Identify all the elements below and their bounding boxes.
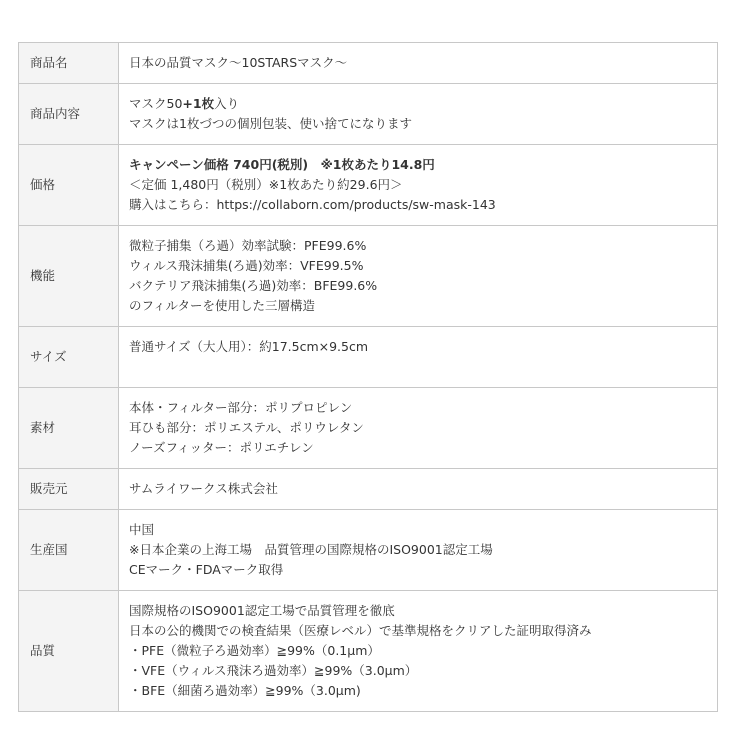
table-row-function: [19, 226, 718, 327]
value-line: 日本の品質マスク〜10STARSマスク〜: [129, 55, 348, 70]
table-row-country: [19, 510, 718, 591]
value-line: 日本の公的機関での検査結果（医療レベル）で基準規格をクリアした証明取得済み: [129, 623, 592, 638]
row-label: 販売元: [19, 469, 119, 510]
value-line: 普通サイズ（大人用）：約17.5cm×9.5cm: [129, 339, 369, 354]
table-row-contents: [19, 84, 718, 145]
value-line: マスクは1枚づつの個別包装、使い捨てになります: [129, 116, 412, 131]
value-line: ウィルス飛沫捕集(ろ過)効率：VFE99.5%: [129, 258, 364, 273]
row-value: [119, 388, 718, 469]
row-label: 品質: [19, 591, 119, 712]
value-line: 本体・フィルター部分：ポリプロピレン: [129, 400, 353, 415]
row-value: [119, 591, 718, 712]
product-spec-table: [18, 42, 718, 712]
value-line: ※日本企業の上海工場 品質管理の国際規格のISO9001認定工場: [129, 542, 493, 557]
value-line: サムライワークス株式会社: [129, 481, 278, 496]
value-line: [129, 155, 711, 175]
value-line: 中国: [129, 522, 155, 537]
row-label: 価格: [19, 145, 119, 226]
value-line: ・PFE（微粒子ろ過効率）≧99%（0.1μm）: [129, 643, 380, 658]
table-row-material: [19, 388, 718, 469]
table-row-price: [19, 145, 718, 226]
value-line: 耳ひも部分：ポリエステル、ポリウレタン: [129, 420, 364, 435]
value-line: CEマーク・FDAマーク取得: [129, 562, 284, 577]
row-value: [119, 469, 718, 510]
value-line: [129, 94, 711, 114]
row-label: サイズ: [19, 327, 119, 388]
table-row-product-name: [19, 43, 718, 84]
value-text-bold: +1枚: [182, 96, 215, 111]
purchase-link-text: 購入はこちら：https://collaborn.com/products/sw-mask-143: [129, 197, 496, 212]
row-label: 素材: [19, 388, 119, 469]
row-value: [119, 145, 718, 226]
row-value: [119, 84, 718, 145]
value-line: 国際規格のISO9001認定工場で品質管理を徹底: [129, 603, 395, 618]
value-line: バクテリア飛沫捕集(ろ過)効率：BFE99.6%: [129, 278, 378, 293]
value-text: マスク50: [129, 96, 183, 111]
row-label: 商品内容: [19, 84, 119, 145]
campaign-price: キャンペーン価格 740円(税別) ※1枚あたり14.8円: [129, 157, 435, 172]
row-value: [119, 327, 718, 388]
value-text: 入り: [214, 96, 240, 111]
table-row-size: [19, 327, 718, 388]
value-line: のフィルターを使用した三層構造: [129, 298, 316, 313]
value-line: 微粒子捕集（ろ過）効率試験：PFE99.6%: [129, 238, 367, 253]
row-label: 機能: [19, 226, 119, 327]
value-line: ＜定価 1,480円（税別）※1枚あたり約29.6円＞: [129, 177, 403, 192]
row-value: [119, 226, 718, 327]
row-label: 生産国: [19, 510, 119, 591]
value-line: ノーズフィッター：ポリエチレン: [129, 440, 314, 455]
row-value: [119, 510, 718, 591]
value-line: ・BFE（細菌ろ過効率）≧99%（3.0μm): [129, 683, 361, 698]
table-row-quality: [19, 591, 718, 712]
table-row-seller: [19, 469, 718, 510]
row-label: 商品名: [19, 43, 119, 84]
value-line: ・VFE（ウィルス飛沫ろ過効率）≧99%（3.0μm）: [129, 663, 418, 678]
row-value: [119, 43, 718, 84]
